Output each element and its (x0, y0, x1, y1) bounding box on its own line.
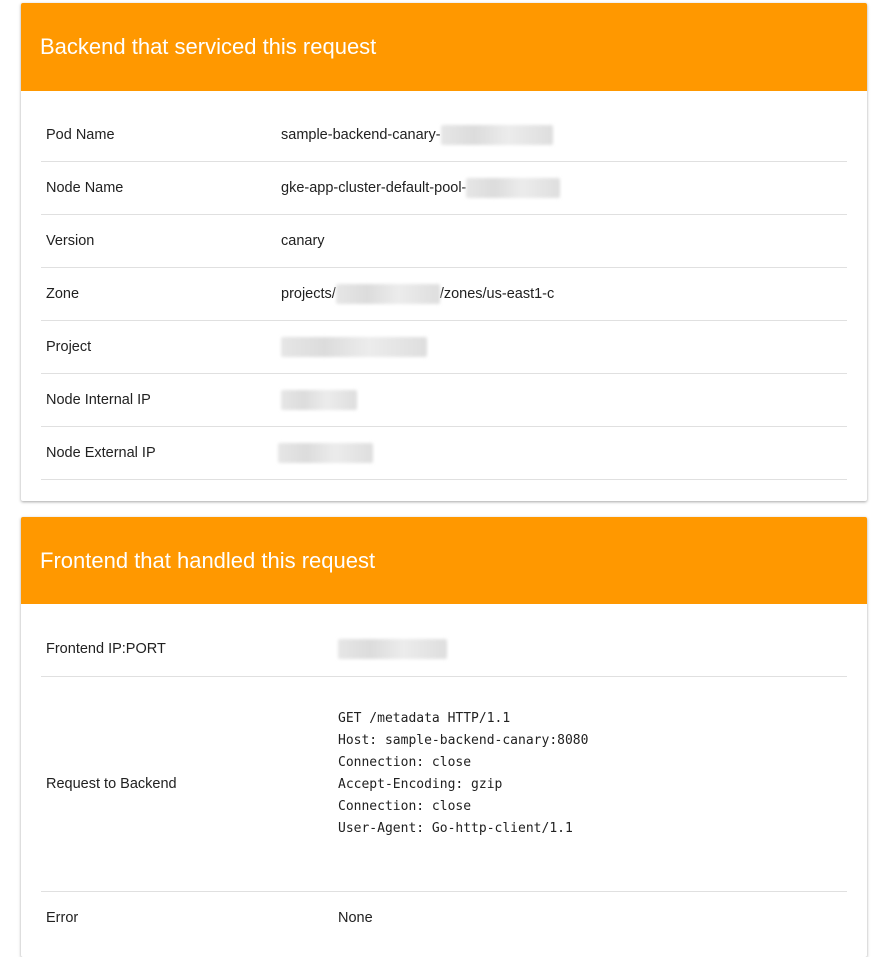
error-label: Error (46, 910, 79, 926)
table-row-version (41, 215, 847, 268)
frontend-card (21, 517, 867, 957)
table-row-node-name (41, 162, 847, 215)
table-row-node-internal-ip (41, 374, 847, 427)
redacted-block (336, 284, 440, 304)
backend-info-table (41, 91, 847, 480)
backend-card-title: Backend that serviced this request (21, 3, 867, 91)
pod-name-label: Pod Name (46, 127, 115, 143)
node-name-value: gke-app-cluster-default-pool- (281, 162, 560, 215)
table-row-pod-name (41, 109, 847, 162)
node-external-ip-value (278, 427, 373, 480)
frontend-info-table (41, 604, 847, 944)
backend-card (21, 3, 867, 501)
zone-label: Zone (46, 286, 80, 302)
node-internal-ip-value (281, 374, 357, 427)
table-row-error (41, 892, 847, 944)
request-to-backend-value: GET /metadata HTTP/1.1 Host: sample-backend-canary:8080 Connection: close Accept-Encoding: gzip Connection: close User-Agent: Go-http-client/1.1 (338, 711, 589, 836)
redacted-block (281, 390, 357, 410)
redacted-block (441, 125, 553, 145)
node-external-ip-label: Node External IP (46, 445, 156, 461)
version-value: canary (281, 233, 325, 249)
error-value: None (338, 910, 373, 926)
table-row-node-external-ip (41, 427, 847, 480)
node-name-label: Node Name (46, 180, 124, 196)
redacted-block (278, 443, 373, 463)
project-label: Project (46, 339, 92, 355)
redacted-block (466, 178, 560, 198)
redacted-block (281, 337, 427, 357)
table-row-request-to-backend (41, 677, 847, 892)
request-to-backend-label: Request to Backend (46, 776, 177, 792)
table-row-frontend-ip-port (41, 621, 847, 677)
frontend-ip-port-label: Frontend IP:PORT (46, 641, 166, 657)
table-row-project (41, 321, 847, 374)
node-internal-ip-label: Node Internal IP (46, 392, 151, 408)
project-value (281, 321, 427, 374)
frontend-ip-port-value (338, 621, 447, 677)
zone-value: projects/ /zones/us-east1-c (281, 268, 554, 321)
pod-name-value: sample-backend-canary- (281, 109, 553, 162)
table-row-zone (41, 268, 847, 321)
version-label: Version (46, 233, 95, 249)
redacted-block (338, 639, 447, 659)
frontend-card-title: Frontend that handled this request (21, 517, 867, 604)
